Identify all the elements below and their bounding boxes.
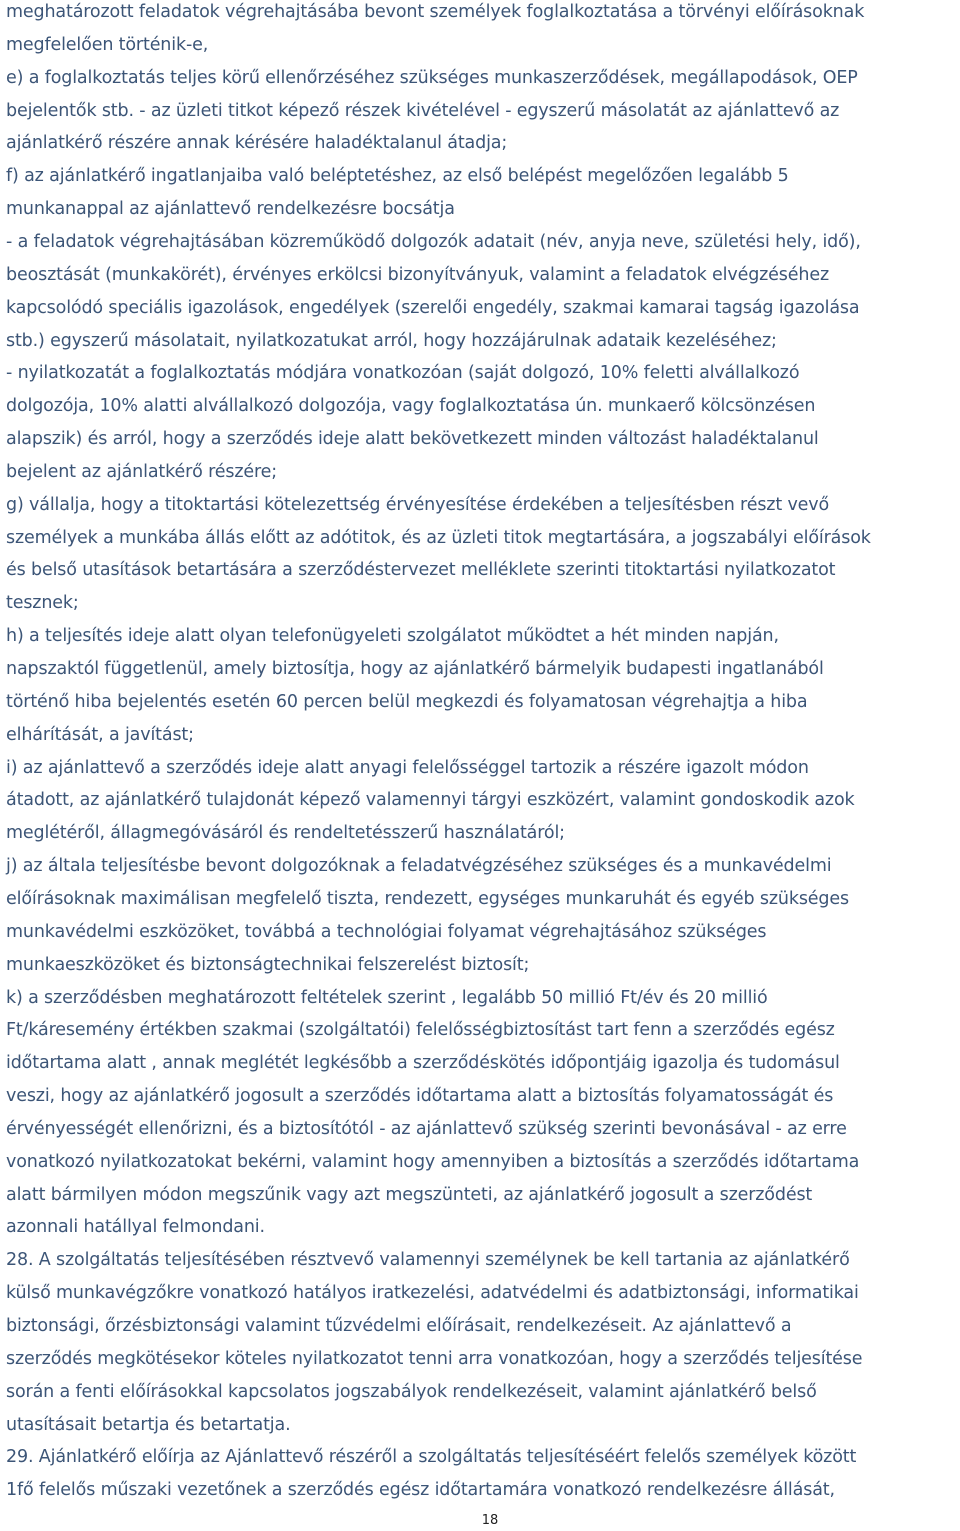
text-line: j) az általa teljesítésbe bevont dolgozóknak a feladatvégzéséhez szükséges és a munkavédelmi bbox=[6, 856, 832, 877]
text-line: g) vállalja, hogy a titoktartási kötelezettség érvényesítése érdekében a teljesítésben részt vevő bbox=[6, 494, 830, 515]
text-line: és belső utasítások betartására a szerződéstervezet melléklete szerinti titoktartási nyilatkozatot bbox=[6, 560, 836, 581]
text-line: tesznek; bbox=[6, 593, 79, 614]
text-line: külső munkavégzőkre vonatkozó hatályos iratkezelési, adatvédelmi és adatbiztonsági, informatikai bbox=[6, 1283, 859, 1304]
text-line: munkanappal az ajánlattevő rendelkezésre bocsátja bbox=[6, 199, 455, 220]
text-line: beosztását (munkakörét), érvényes erkölcsi bizonyítványuk, valamint a feladatok elvégzéséhez bbox=[6, 264, 829, 285]
text-line: h) a teljesítés ideje alatt olyan telefonügyeleti szolgálatot működtet a hét minden napján, bbox=[6, 626, 779, 647]
text-line: azonnali hatállyal felmondani. bbox=[6, 1217, 265, 1238]
text-line: időtartama alatt , annak meglétét legkésőbb a szerződéskötés időpontjáig igazolja és tudomásul bbox=[6, 1053, 840, 1074]
text-line: személyek a munkába állás előtt az adótitok, és az üzleti titok megtartására, a jogszabályi előírások bbox=[6, 527, 871, 548]
text-line: meghatározott feladatok végrehajtásába bevont személyek foglalkoztatása a törvényi előírásoknak bbox=[6, 2, 865, 22]
text-line: elhárítását, a javítást; bbox=[6, 724, 194, 745]
text-line: munkavédelmi eszközöket, továbbá a technológiai folyamat végrehajtásához szükséges bbox=[6, 921, 767, 942]
text-line: dolgozója, 10% alatti alvállalkozó dolgozója, vagy foglalkoztatása ún. munkaerő kölcsönzésen bbox=[6, 396, 816, 417]
text-line: kapcsolódó speciális igazolások, engedélyek (szerelői engedély, szakmai kamarai tagság igazolása bbox=[6, 297, 860, 318]
text-line: munkaeszközöket és biztonságtechnikai felszerelést biztosít; bbox=[6, 954, 530, 975]
text-line: vonatkozó nyilatkozatokat bekérni, valamint hogy amennyiben a biztosítás a szerződés időtartama bbox=[6, 1151, 860, 1172]
page-number: 18 bbox=[481, 1513, 499, 1528]
text-line: alatt bármilyen módon megszűnik vagy azt megszünteti, az ajánlatkérő jogosult a szerződést bbox=[6, 1184, 813, 1205]
text-line: szerződés megkötésekor köteles nyilatkozatot tenni arra vonatkozóan, hogy a szerződés teljesítése bbox=[6, 1348, 863, 1369]
text-line: - a feladatok végrehajtásában közreműködő dolgozók adatait (név, anyja neve, születési hely, idő), bbox=[6, 231, 861, 252]
text-line: 28. A szolgáltatás teljesítésében résztvevő valamennyi személynek be kell tartania az ajánlatkérő bbox=[6, 1250, 850, 1271]
text-line: stb.) egyszerű másolatait, nyilatkozatukat arról, hogy hozzájárulnak adataik kezeléséhez; bbox=[6, 330, 777, 351]
text-line: e) a foglalkoztatás teljes körű ellenőrzéséhez szükséges munkaszerződések, megállapodások, OEP bbox=[6, 67, 858, 88]
text-line: f) az ajánlatkérő ingatlanjaiba való beléptetéshez, az első belépést megelőzően legalább 5 bbox=[6, 166, 789, 187]
text-line: utasításait betartja és betartatja. bbox=[6, 1414, 291, 1435]
text-line: i) az ajánlattevő a szerződés ideje alatt anyagi felelősséggel tartozik a részére igazolt módon bbox=[6, 757, 809, 778]
text-line: ajánlatkérő részére annak kérésére haladéktalanul átadja; bbox=[6, 133, 508, 154]
text-line: 1fő felelős műszaki vezetőnek a szerződés egész időtartamára vonatkozó rendelkezésre állását, bbox=[6, 1480, 835, 1501]
text-line: - nyilatkozatát a foglalkoztatás módjára vonatkozóan (saját dolgozó, 10% feletti alvállalkozó bbox=[6, 363, 800, 384]
text-line: veszi, hogy az ajánlatkérő jogosult a szerződés időtartama alatt a biztosítás folyamatosságát és bbox=[6, 1086, 834, 1107]
text-line: előírásoknak maximálisan megfelelő tiszta, rendezett, egységes munkaruhát és egyéb szükséges bbox=[6, 888, 849, 909]
text-line: során a fenti előírásokkal kapcsolatos jogszabályok rendelkezéseit, valamint ajánlatkérő belső bbox=[6, 1381, 817, 1402]
text-line: megfelelően történik-e, bbox=[6, 34, 209, 55]
text-line: érvényességét ellenőrizni, és a biztosítótól - az ajánlattevő szükség szerinti bevonásával - az erre bbox=[6, 1118, 847, 1139]
text-line: meglétéről, állagmegóvásáról és rendeltetésszerű használatáról; bbox=[6, 823, 565, 844]
text-line: átadott, az ajánlatkérő tulajdonát képező valamennyi tárgyi eszközért, valamint gondoskodik azok bbox=[6, 790, 855, 811]
text-line: biztonsági, őrzésbiztonsági valamint tűzvédelmi előírásait, rendelkezéseit. Az ajánlattevő a bbox=[6, 1316, 792, 1336]
text-line: k) a szerződésben meghatározott feltételek szerint , legalább 50 millió Ft/év és 20 millió bbox=[6, 987, 768, 1008]
text-line: történő hiba bejelentés esetén 60 percen belül megkezdi és folyamatosan végrehajtja a hiba bbox=[6, 691, 808, 712]
text-line: bejelent az ajánlatkérő részére; bbox=[6, 461, 278, 482]
text-line: 29. Ajánlatkérő előírja az Ajánlattevő részéről a szolgáltatás teljesítéséért felelős személyek között bbox=[6, 1447, 857, 1468]
text-line: alapszik) és arról, hogy a szerződés ideje alatt bekövetkezett minden változást haladéktalanul bbox=[6, 429, 819, 450]
text-line: Ft/káresemény értékben szakmai (szolgáltatói) felelősségbiztosítást tart fenn a szerződés egész bbox=[6, 1020, 835, 1041]
text-line: napszaktól függetlenül, amely biztosítja, hogy az ajánlatkérő bármelyik budapesti ingatlanából bbox=[6, 659, 824, 679]
text-line: bejelentők stb. - az üzleti titkot képező részek kivételével - egyszerű másolatát az ajánlattevő az bbox=[6, 100, 840, 121]
